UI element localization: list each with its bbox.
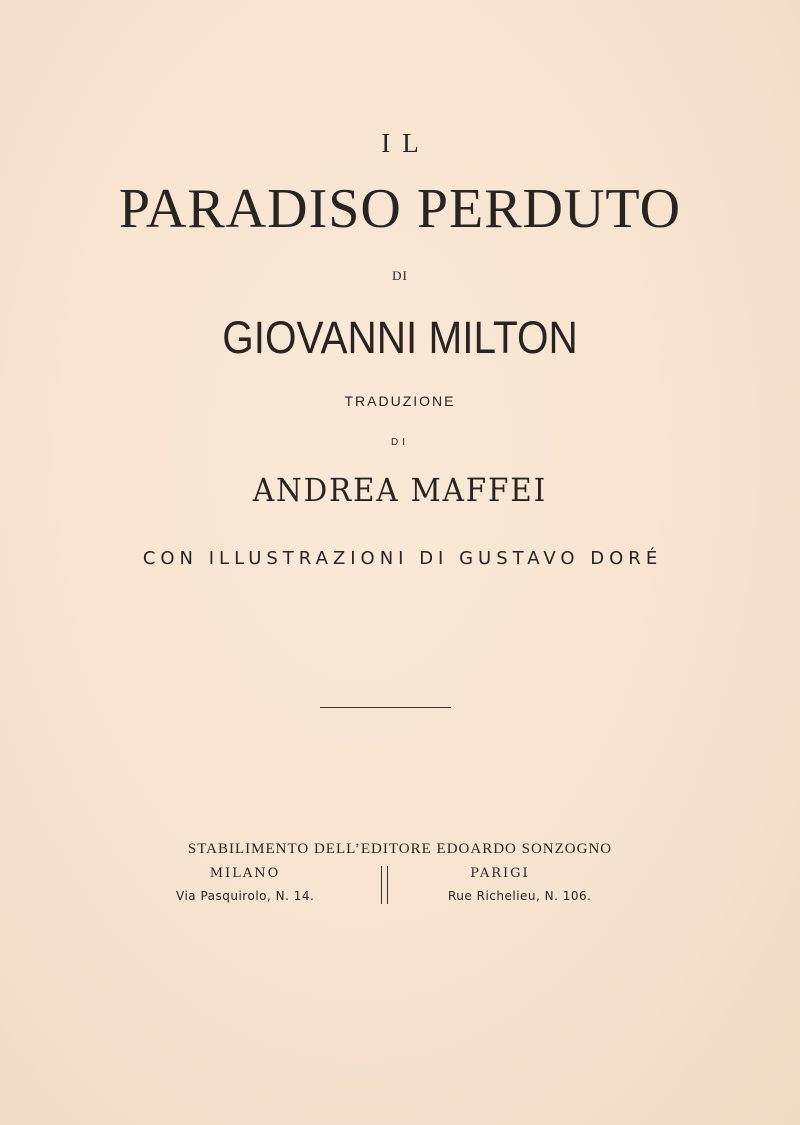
left-address: Via Pasquirolo, N. 14. [176,889,315,903]
title-article: IL [381,128,431,158]
imprint-divider-right [387,866,388,904]
left-city: MILANO [209,866,281,881]
translator-name: ANDREA MAFFEI [252,471,548,509]
illustrations-credit: CON ILLUSTRAZIONI DI GUSTAVO DORÉ [142,548,663,569]
book-title: PARADISO PERDUTO [118,178,682,240]
right-city: PARIGI [470,866,530,881]
translator-by-label: DI [391,437,409,448]
author-name: GIOVANNI MILTON [222,312,578,363]
right-address: Rue Richelieu, N. 106. [448,889,592,903]
horizontal-rule [320,707,451,708]
imprint-divider-left [381,866,382,904]
by-label: DI [392,268,408,283]
publisher-line: STABILIMENTO DELL’EDITORE EDOARDO SONZOGNO [187,841,613,857]
translation-label: TRADUZIONE [344,393,456,409]
